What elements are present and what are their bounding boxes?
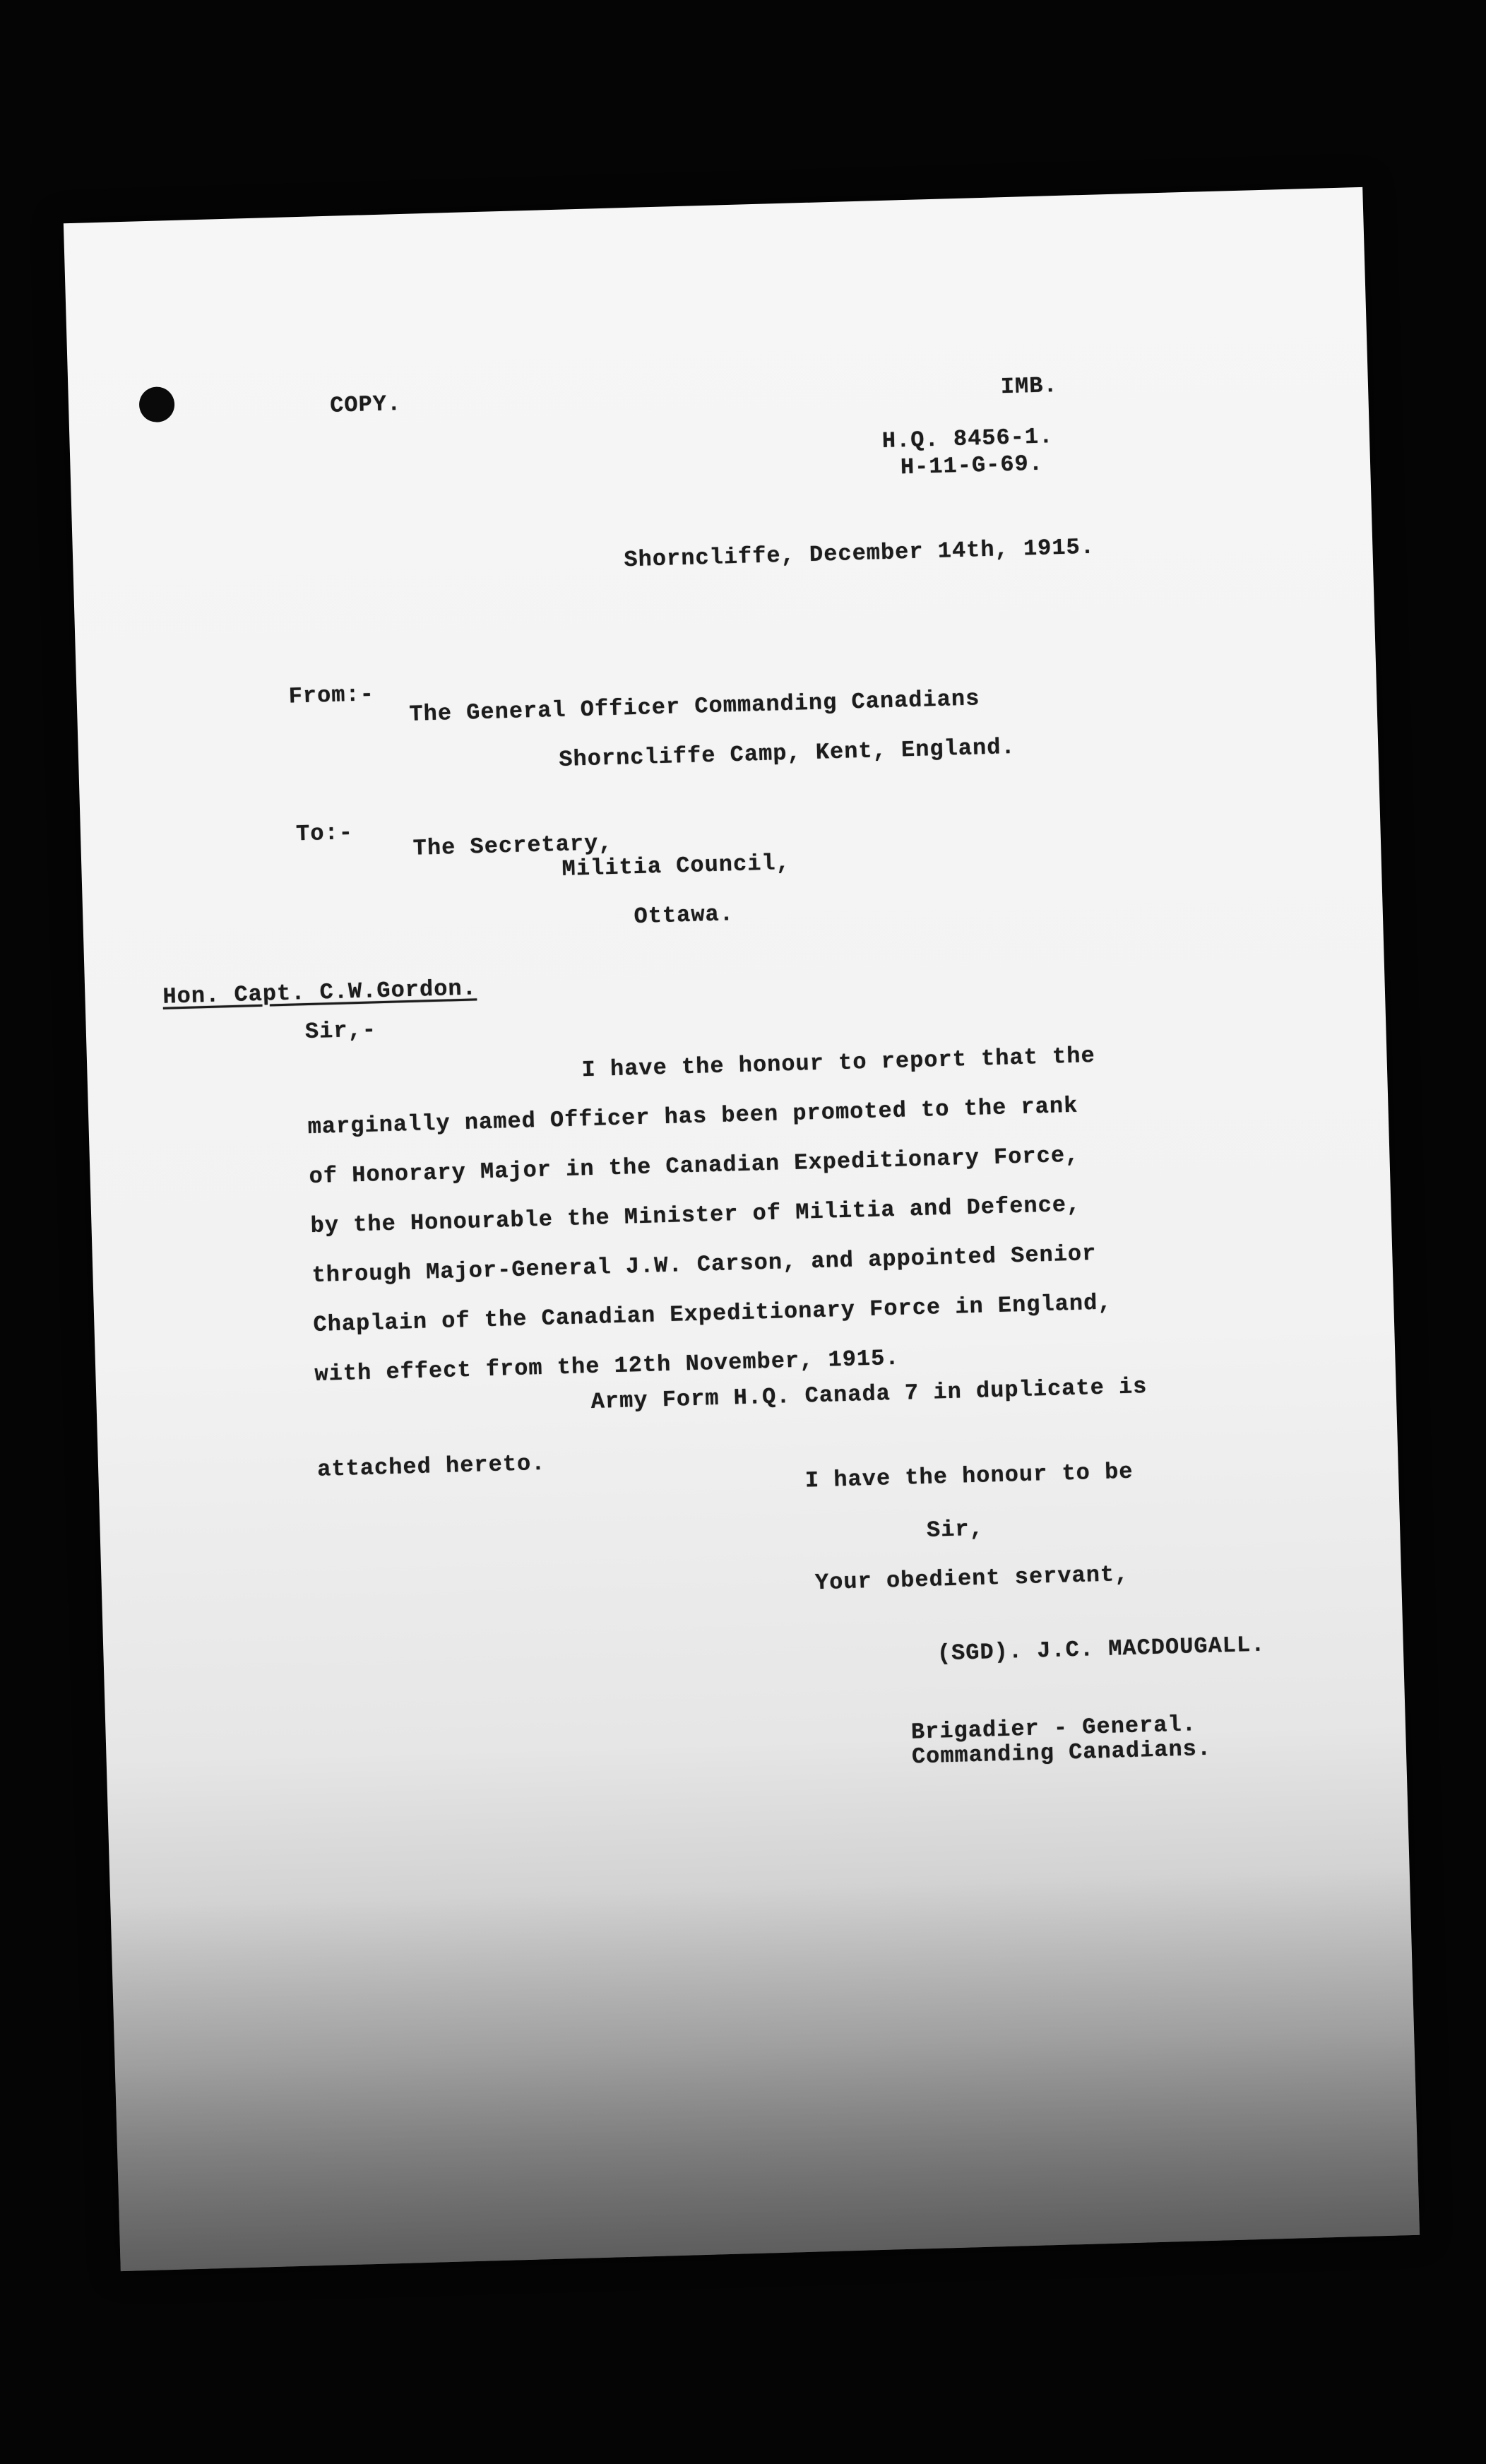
copy-label: COPY.	[329, 391, 402, 419]
marginal-name: Hon. Capt. C.W.Gordon.	[162, 975, 477, 1010]
title-line-1: Brigadier - General.	[910, 1711, 1197, 1746]
body-line-9: attached hereto.	[316, 1450, 546, 1483]
dateline: Shorncliffe, December 14th, 1915.	[623, 533, 1095, 574]
to-line-3: Ottawa.	[634, 901, 735, 930]
body-line-5: through Major-General J.W. Carson, and appointed Senior	[311, 1240, 1097, 1289]
from-line-2: Shorncliffe Camp, Kent, England.	[558, 733, 1016, 773]
title-line-2: Commanding Canadians.	[911, 1735, 1212, 1770]
salutation: Sir,-	[304, 1017, 377, 1046]
body-line-2: marginally named Officer has been promoted to the rank	[307, 1092, 1078, 1141]
closing-line-2: Sir,	[926, 1515, 985, 1544]
to-line-1: The Secretary,	[412, 829, 614, 862]
reference-number-2: H-11-G-69.	[900, 450, 1044, 481]
closing-line-3: Your obedient servant,	[814, 1560, 1129, 1597]
from-label: From:-	[288, 681, 375, 710]
body-line-1: I have the honour to report that the	[581, 1042, 1096, 1084]
to-label: To:-	[295, 819, 354, 848]
closing-line-1: I have the honour to be	[804, 1458, 1134, 1494]
body-line-7: with effect from the 12th November, 1915.	[314, 1344, 900, 1387]
from-line-1: The General Officer Commanding Canadians	[408, 685, 980, 728]
reference-number-1: H.Q. 8456-1.	[881, 423, 1054, 455]
body-line-3: of Honorary Major in the Canadian Expeditionary Force,	[309, 1142, 1080, 1190]
body-line-4: by the Honourable the Minister of Militia and Defence,	[310, 1191, 1081, 1240]
top-right-mark: IMB.	[1000, 372, 1059, 401]
to-line-2: Militia Council,	[561, 849, 791, 882]
document-sheet	[64, 187, 1420, 2271]
punch-hole	[138, 386, 174, 422]
body-line-8: Army Form H.Q. Canada 7 in duplicate is	[590, 1373, 1148, 1416]
signature: (SGD). J.C. MACDOUGALL.	[937, 1631, 1266, 1667]
body-line-6: Chaplain of the Canadian Expeditionary Force in England,	[313, 1289, 1112, 1338]
